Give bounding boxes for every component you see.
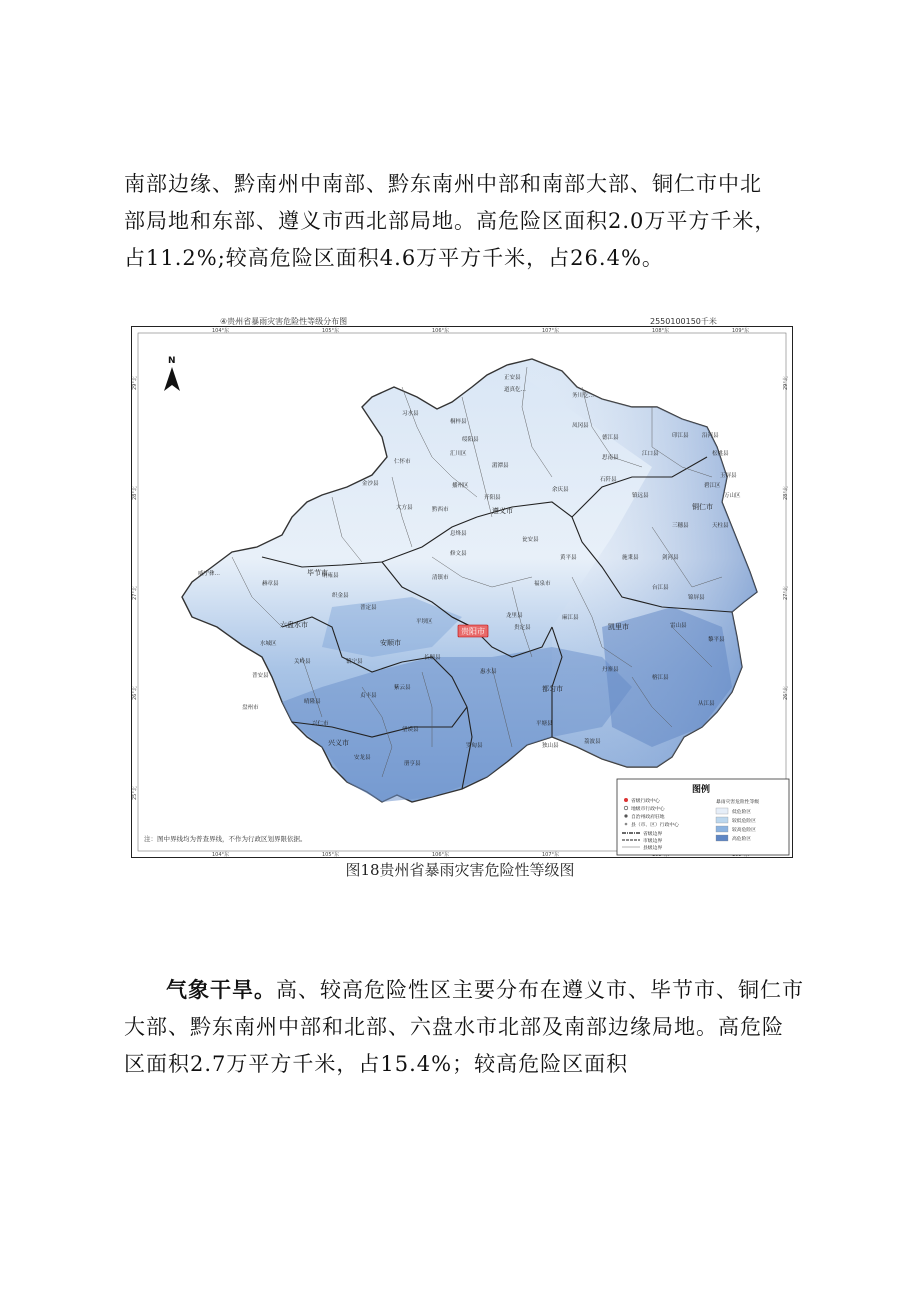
- county-label: 紫云县: [394, 685, 411, 691]
- county-label: 汇川区: [450, 451, 467, 457]
- capital-label: 贵阳市: [461, 627, 485, 636]
- prefecture-city-icon: [624, 806, 628, 810]
- county-label: 榕江县: [652, 675, 669, 681]
- map-figure: [131, 326, 793, 858]
- lon-label-top: 107°东: [542, 328, 560, 334]
- county-label: 玉屏县: [720, 473, 737, 479]
- county-label: 瓮安县: [522, 537, 539, 543]
- county-label: 德江县: [602, 435, 619, 441]
- legend-title: 图例: [692, 785, 711, 795]
- county-label: 赫章县: [262, 581, 279, 587]
- county-label: 黔西市: [432, 507, 449, 513]
- city-label: 铜仁市: [692, 503, 713, 511]
- text-line: [124, 972, 804, 1009]
- county-label: 开阳县: [484, 495, 501, 501]
- lat-label-right: 26°北: [783, 686, 789, 700]
- lat-label-left: 27°北: [132, 586, 138, 600]
- county-label: 思南县: [602, 455, 619, 461]
- legend-class-label: 高危险区: [732, 837, 752, 842]
- north-arrow-icon: [164, 356, 180, 391]
- legend-symbol-label: 县（市、区）行政中心: [631, 823, 679, 828]
- county-label: 正安县: [504, 375, 521, 381]
- county-label: 长顺县: [424, 655, 441, 661]
- map-header-scale: 2550100150千米: [650, 317, 717, 326]
- county-label: 印江县: [672, 433, 689, 439]
- text-span: 高、较高危险性区主要分布在遵义市、毕节市、铜仁市: [276, 978, 804, 1002]
- county-label: 龙里县: [506, 613, 523, 619]
- county-label: 习水县: [402, 411, 419, 417]
- city-label: 都匀市: [542, 685, 563, 693]
- county-label: 江口县: [642, 451, 659, 457]
- county-label: 平坝区: [416, 619, 433, 625]
- legend-class-label: 较高危险区: [732, 828, 756, 833]
- lon-label-top: 104°东: [212, 328, 230, 334]
- lat-label-left: 26°北: [132, 686, 138, 700]
- legend-symbol-label: 地级市行政中心: [631, 807, 665, 812]
- county-label: 锦屏县: [688, 595, 705, 601]
- legend-symbol-label: 省级边界: [643, 832, 663, 837]
- county-label: 镇宁县: [346, 659, 363, 665]
- county-label: 罗甸县: [466, 743, 483, 749]
- county-label: 纳雍县: [322, 573, 339, 579]
- legend-swatch: [716, 835, 728, 841]
- text-line: 部局地和东部、遵义市西北部局地。高危险区面积2.0万平方千米，: [124, 209, 777, 233]
- city-label: 安顺市: [380, 639, 401, 647]
- county-label: 黄平县: [560, 555, 577, 561]
- autonomous-prefecture-icon: [624, 814, 627, 817]
- lon-label-bottom: 104°东: [212, 852, 230, 857]
- city-label: 毕节市: [307, 569, 328, 577]
- county-label: 务川仡…: [572, 393, 595, 399]
- county-label: 平塘县: [536, 721, 553, 727]
- county-label: 丹寨县: [602, 667, 619, 673]
- county-label: 余庆县: [552, 487, 569, 493]
- text-line: 占11.2%;较高危险区面积4.6万平方千米，占26.4%。: [124, 246, 664, 270]
- county-label: 施秉县: [622, 555, 639, 561]
- lon-label-top: 106°东: [432, 328, 450, 334]
- county-label: 荔波县: [584, 739, 601, 745]
- lat-label-left: 29°北: [132, 376, 138, 390]
- county-label: 大方县: [396, 505, 413, 511]
- county-label: 普定县: [360, 605, 377, 611]
- county-label: 息烽县: [450, 531, 467, 537]
- text-line: 南部边缘、黔南州中南部、黔东南州中部和南部大部、铜仁市中北: [124, 172, 762, 196]
- county-label: 威宁彝…: [198, 571, 221, 577]
- legend-swatch: [716, 817, 728, 823]
- county-label: 从江县: [698, 701, 715, 707]
- county-label: 黎平县: [708, 637, 725, 643]
- city-label: 凯里市: [608, 623, 629, 631]
- county-label: 沿河县: [702, 433, 719, 439]
- lat-label-right: 27°北: [783, 586, 789, 600]
- lon-label-top: 105°东: [322, 328, 340, 334]
- county-label: 雷山县: [670, 623, 687, 629]
- lat-label-left: 25°北: [132, 786, 138, 800]
- province-map: [182, 359, 757, 802]
- legend-symbol-label: 县级边界: [643, 846, 663, 851]
- map-legend: [617, 779, 789, 855]
- county-label: 望谟县: [402, 727, 419, 733]
- county-label: 三穗县: [672, 523, 689, 529]
- county-label: 剑河县: [662, 555, 679, 561]
- county-label: 镇远县: [632, 493, 649, 499]
- county-label: 关岭县: [294, 659, 311, 665]
- north-label: N: [168, 356, 176, 366]
- map-note: 注：图中界线均为普查界线，不作为行政区划界限依据。: [144, 835, 307, 843]
- lon-label-bottom: 107°东: [542, 852, 560, 857]
- lon-label-bottom: 105°东: [322, 852, 340, 857]
- county-label: 晴隆县: [304, 699, 321, 705]
- county-label: 册亨县: [404, 761, 421, 767]
- paragraph-rainstorm-summary: [124, 166, 804, 277]
- county-label: 道真仡…: [504, 387, 527, 393]
- city-label: 兴义市: [328, 739, 349, 747]
- legend-class-label: 低危险区: [732, 810, 752, 815]
- county-label: 兴仁市: [312, 721, 329, 727]
- county-label: 安龙县: [354, 755, 371, 761]
- county-label: 湄潭县: [492, 463, 509, 469]
- county-label: 仁怀市: [394, 459, 411, 465]
- legend-class-label: 较低危险区: [732, 819, 756, 824]
- lat-label-left: 28°北: [132, 486, 138, 500]
- county-label: 修文县: [450, 551, 467, 557]
- county-label: 盘州市: [242, 705, 259, 711]
- provincial-capital-icon: [624, 798, 628, 802]
- county-label: 水城区: [260, 641, 277, 647]
- legend-symbol-label: 自治州政府驻地: [631, 815, 665, 820]
- county-label: 凤冈县: [572, 423, 589, 429]
- county-label: 普安县: [252, 673, 269, 679]
- county-label: 清镇市: [432, 575, 449, 581]
- county-label: 万山区: [724, 493, 741, 499]
- paragraph-drought-summary: [124, 972, 804, 1083]
- county-label: 松桃县: [712, 451, 729, 457]
- map-header-title: ④贵州省暴雨灾害危险性等级分布图: [220, 317, 348, 326]
- county-label: 麻江县: [562, 615, 579, 621]
- city-label: 遵义市: [492, 507, 513, 515]
- county-label: 石阡县: [600, 477, 617, 483]
- county-label: 台江县: [652, 585, 669, 591]
- figure-caption: 图18贵州省暴雨灾害危险性等级图: [345, 861, 575, 879]
- legend-swatch: [716, 826, 728, 832]
- county-label: 天柱县: [712, 523, 729, 529]
- county-label: 金沙县: [362, 481, 379, 487]
- legend-symbol-label: 省级行政中心: [631, 799, 660, 804]
- city-label: 六盘水市: [280, 621, 308, 629]
- section-lead: 气象干旱。: [166, 978, 276, 1002]
- county-label: 织金县: [332, 593, 349, 599]
- county-label: 贞丰县: [360, 693, 377, 699]
- lat-label-right: 29°北: [783, 376, 789, 390]
- county-label: 福泉市: [534, 581, 551, 587]
- county-label: 碧江区: [704, 483, 721, 489]
- lat-label-right: 28°北: [783, 486, 789, 500]
- county-label: 惠水县: [480, 669, 497, 675]
- county-label: 绥阳县: [462, 437, 479, 443]
- text-line: 区面积2.7万平方千米，占15.4%；较高危险区面积: [124, 1052, 629, 1076]
- legend-class-title: 暴雨灾害危险性等级: [716, 800, 760, 805]
- lon-label-bottom: 106°东: [432, 852, 450, 857]
- county-label: 播州区: [452, 483, 469, 489]
- map-svg: [132, 327, 792, 857]
- county-label: 独山县: [542, 743, 559, 749]
- county-label: 贵定县: [514, 625, 531, 631]
- text-line: 大部、黔东南州中部和北部、六盘水市北部及南部边缘局地。高危险: [124, 1015, 784, 1039]
- legend-symbol-label: 市级边界: [643, 839, 663, 844]
- legend-swatch: [716, 808, 728, 814]
- lon-label-top: 108°东: [652, 328, 670, 334]
- county-label: 桐梓县: [450, 419, 467, 425]
- lon-label-top: 109°东: [732, 328, 750, 334]
- county-center-icon: [625, 823, 628, 826]
